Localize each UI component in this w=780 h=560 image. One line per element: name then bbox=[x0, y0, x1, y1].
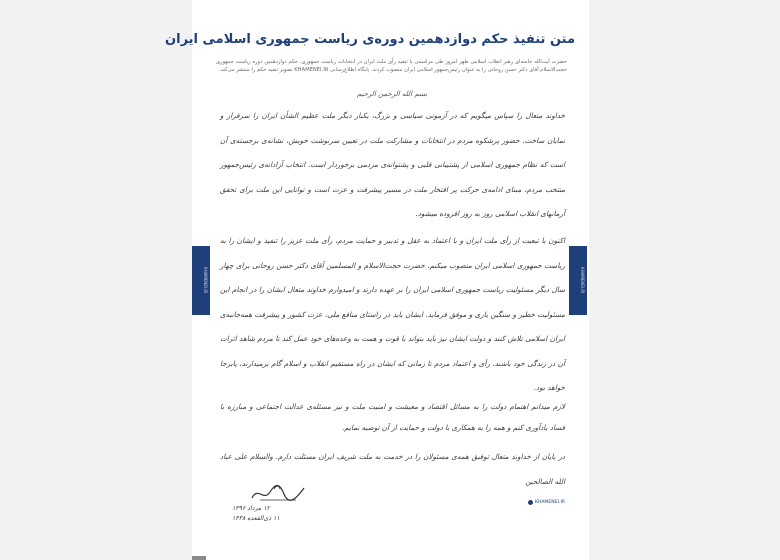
decree-paragraph-4: در پایان از خداوند متعال توفیق همه‌ی مسئولان را در خدمت به ملت شریف ایران مسئلت دارم. والسلام علی عباد الله الصالحین bbox=[220, 452, 565, 486]
document-page bbox=[165, 0, 589, 560]
left-tab-label: KHAMENEI.IR bbox=[203, 267, 208, 294]
handwritten-signature bbox=[248, 480, 308, 506]
logo-mark-icon bbox=[528, 500, 533, 505]
date-solar: ۱۲ مرداد ۱۳۹۶ bbox=[232, 505, 270, 512]
document-intro: حضرت آیت‌الله خامنه‌ای رهبر انقلاب اسلامی ظهر امروز طی مراسمی با تنفیذ رأی ملت ایران در انتخابات ریاست جمهوری، حکم دوازدهمین دوره ریاست جمهوری حجت‌الاسلام آقای دکتر حسن روحانی را به عنوان رئیس‌جمهور اسلامی ایران منصوب کردند. پایگاه اطلاع‌رسانی KHAMENEI.IR تصویر تنفیذ حکم را منتشر می‌کند. bbox=[216, 59, 567, 73]
decree-paragraph-1: خداوند متعال را سپاس میگویم که در آزمونی سیاسی و بزرگ، یکبار دیگر ملت عظیم الشأن ایران را سرفراز و نمایان ساخت. حضور پرشکوه مردم در انتخابات و مشارکت ملت در تعیین سرنوشت خویش، نشانه‌ی برجسته‌ی آن است که نظام جمهوری اسلامی از پشتیبانی قلبی و پشتوانه‌ی مردمی برخوردار است. انتخاب آزادانه‌ی رئیس‌جمهور منتخب مردم، مبنای ادامه‌ی حرکت پر افتخار ملت در مسیر پیشرفت و عزت است و توانایی این ملت برای تحقق آرمانهای انقلاب اسلامی روز به روز افزوده میشود. bbox=[220, 111, 565, 218]
bismillah: بسم الله الرحمن الرحیم bbox=[356, 90, 428, 98]
page-corner-mark bbox=[192, 556, 206, 560]
decree-paragraph-2: اکنون با تبعیت از رأی ملت ایران و با اعتماد به عقل و تدبیر و حمایت مردم، رأی ملت عزیز را تنفیذ و ایشان را به ریاست جمهوری اسلامی ایران منصوب میکنم. حضرت حجت‌الاسلام و المسلمین آقای دکتر حسن روحانی برای چهار سال دیگر مسئولیت ریاست جمهوری اسلامی ایران را بر عهده دارند و امیدوارم خداوند متعال ایشان را در انجام این مسئولیت خطیر و سنگین یاری و موفق فرماید. ایشان باید در راستای منافع ملی، عزت کشور و پیشرفت همه‌جانبه‌ی ایران اسلامی تلاش کنند و دولت ایشان نیز باید بتواند با قوت و همت به وعده‌های خود عمل کند تا مردم شاهد اثرات آن در زندگی خود باشند. رأی و اعتماد مردم تا زمانی که ایشان در راه مستقیم انقلاب و اسلام گام برمیدارند، پابرجا خواهد بود. bbox=[220, 236, 565, 392]
right-tab-label: KHAMENEI.IR bbox=[580, 267, 585, 294]
date-lunar: ۱۱ ذی‌القعده ۱۴۳۸ bbox=[232, 515, 280, 522]
date-block bbox=[232, 504, 322, 524]
left-side-tab[interactable] bbox=[192, 246, 210, 315]
logo-text: KHAMENEI.IR bbox=[534, 500, 565, 505]
decree-paragraph-3: لازم میدانم اهتمام دولت را به مسائل اقتصاد و معیشت و امنیت ملت و نیز مسئله‌ی عدالت اجتماعی و مبارزه با فساد یادآوری کنم و همه را به همکاری با دولت و حمایت از آن توصیه نمایم. bbox=[220, 402, 565, 432]
site-logo bbox=[528, 500, 565, 505]
right-side-tab[interactable] bbox=[569, 246, 587, 315]
document-title: متن تنفیذ حکم دوازدهمین دوره‌ی ریاست جمهوری اسلامی ایران bbox=[165, 32, 575, 47]
